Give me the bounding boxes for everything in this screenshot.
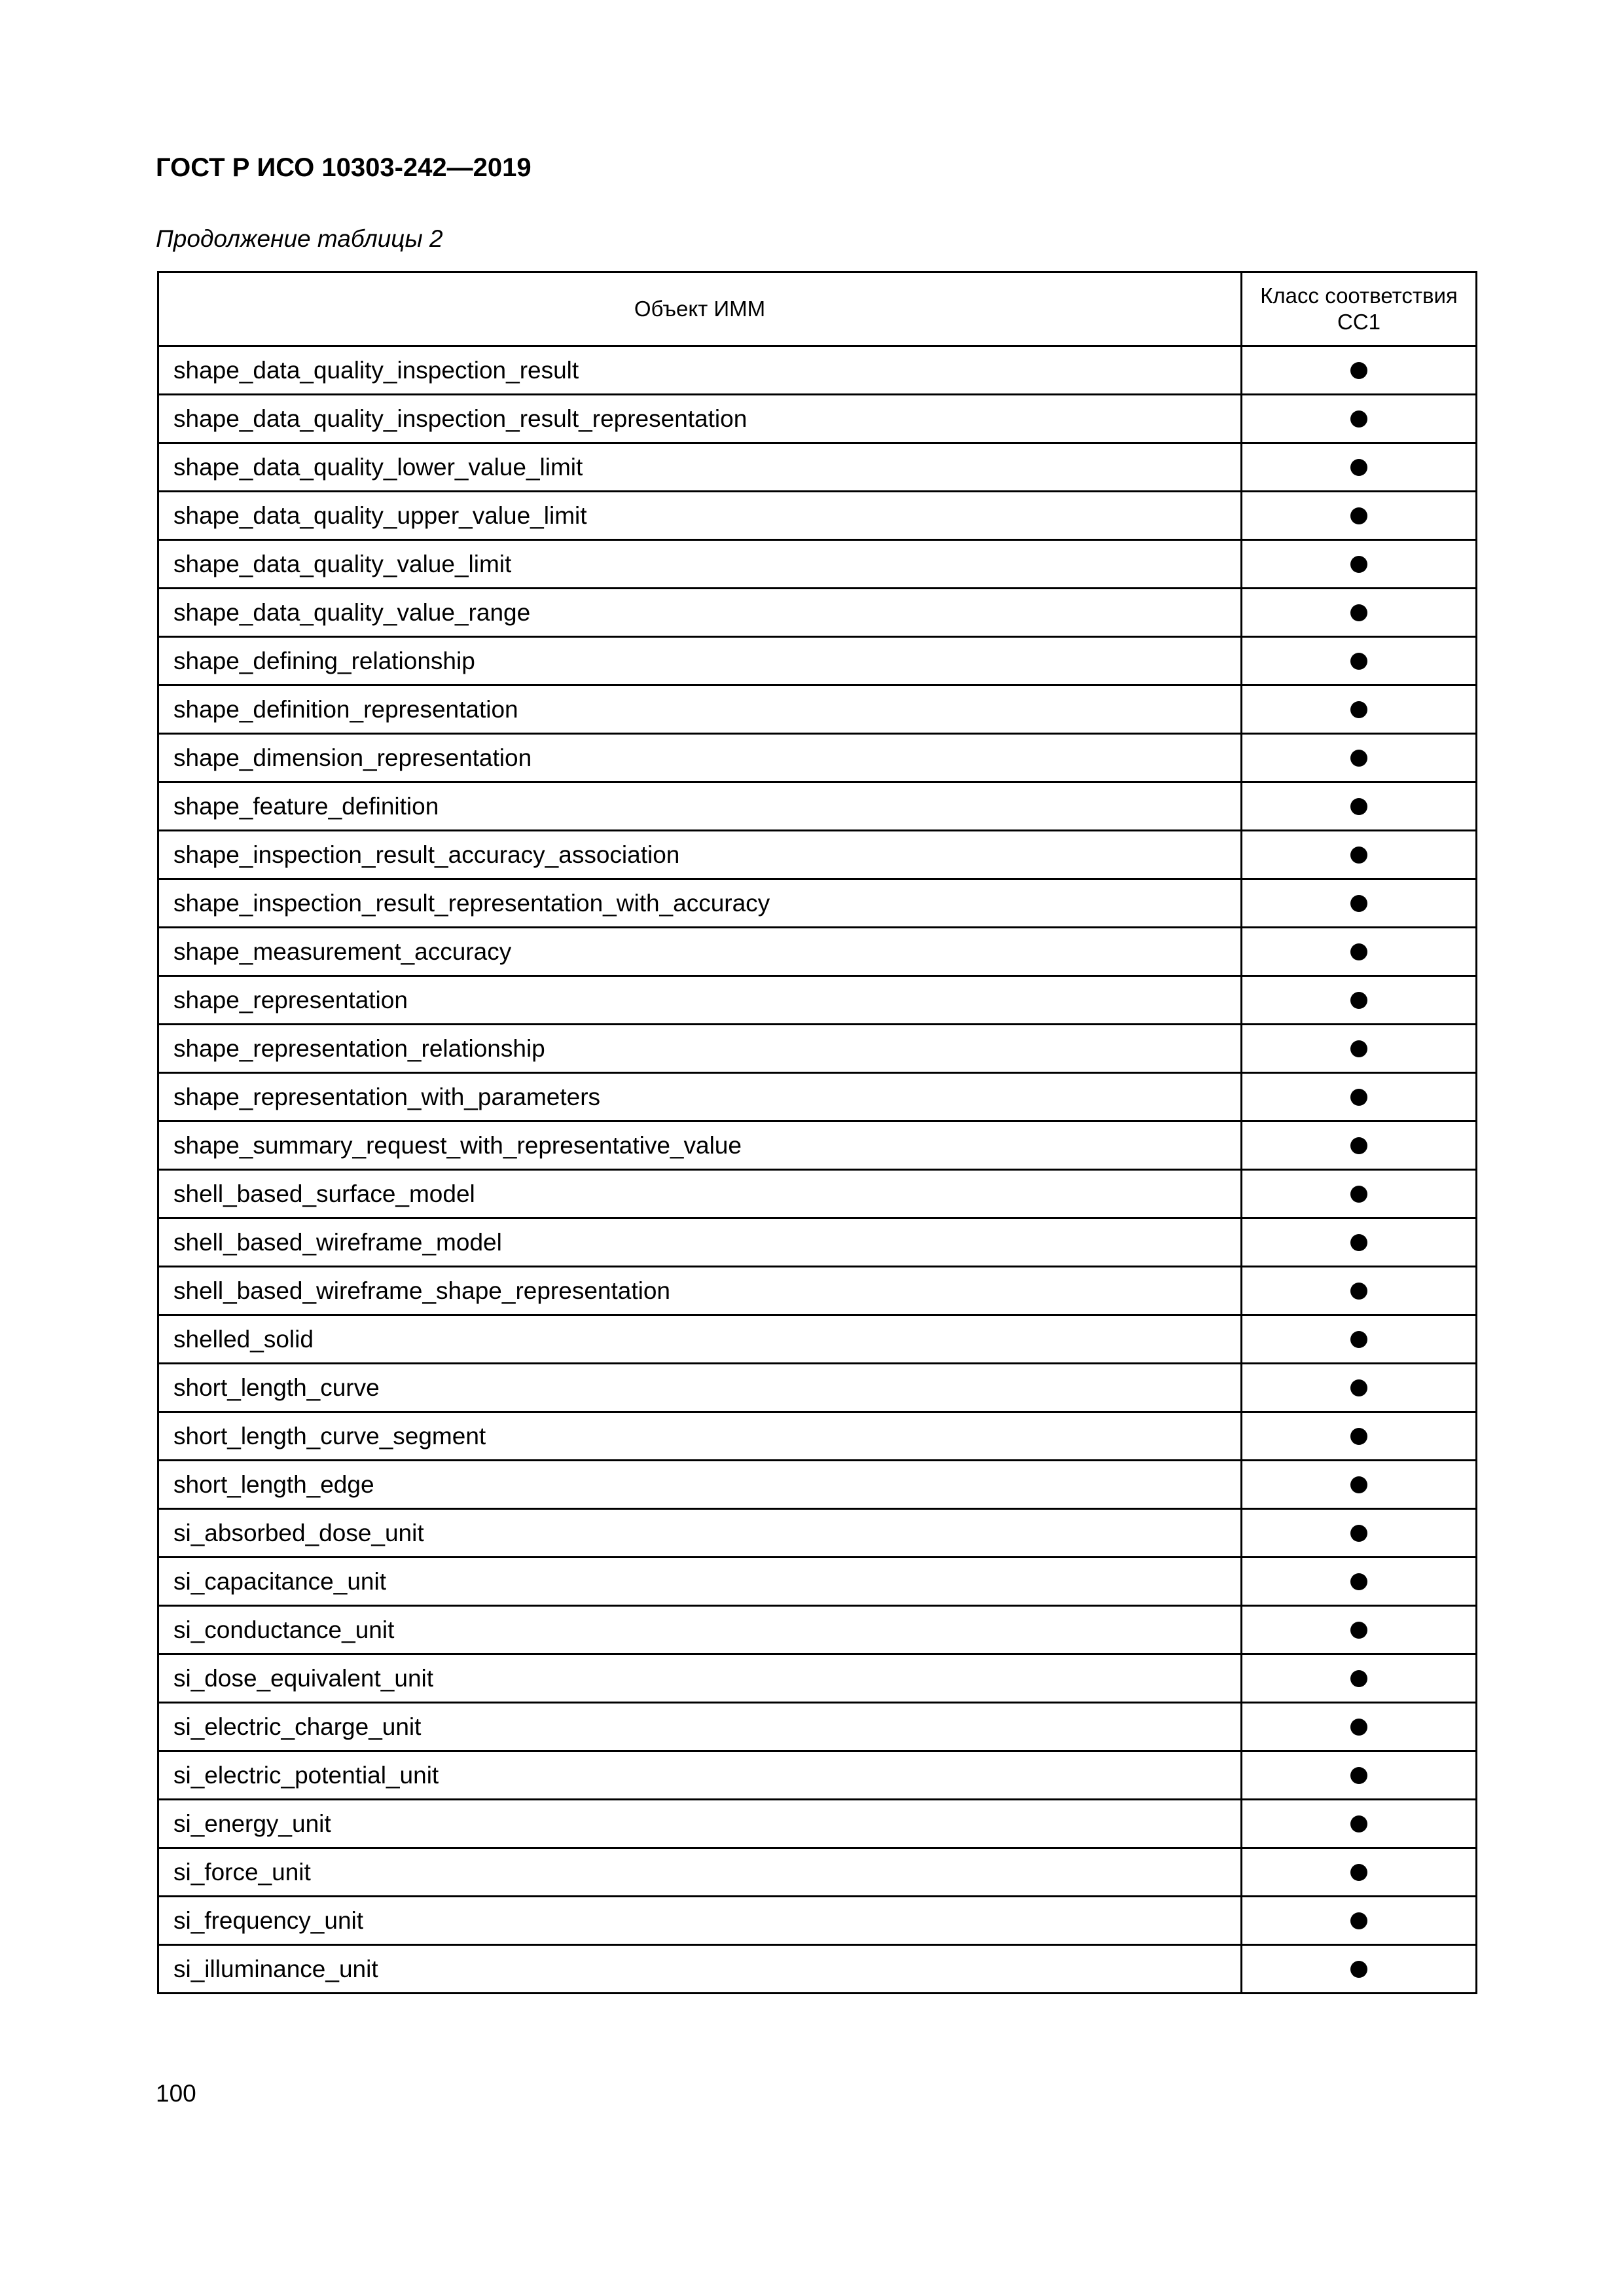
table-row	[158, 1364, 1477, 1412]
table-row	[158, 928, 1477, 976]
conformance-mark-cell	[1242, 1703, 1477, 1751]
object-name-cell: shape_data_quality_lower_value_limit	[158, 443, 1242, 492]
filled-circle-icon	[1350, 1864, 1367, 1881]
object-name-cell: short_length_curve_segment	[158, 1412, 1242, 1461]
filled-circle-icon	[1350, 653, 1367, 670]
conformance-mark-cell	[1242, 540, 1477, 589]
object-name-cell: si_electric_potential_unit	[158, 1751, 1242, 1800]
conformance-mark-cell	[1242, 928, 1477, 976]
table-row	[158, 1606, 1477, 1654]
filled-circle-icon	[1350, 507, 1367, 524]
table-row	[158, 1751, 1477, 1800]
table-row	[158, 1170, 1477, 1218]
conformance-mark-cell	[1242, 1558, 1477, 1606]
filled-circle-icon	[1350, 992, 1367, 1009]
conformance-mark-cell	[1242, 1848, 1477, 1897]
object-name-cell: shell_based_wireframe_shape_representation	[158, 1267, 1242, 1315]
object-name-cell: shape_defining_relationship	[158, 637, 1242, 685]
conformance-mark-cell	[1242, 685, 1477, 734]
table-row	[158, 1703, 1477, 1751]
document-code: ГОСТ Р ИСО 10303-242—2019	[156, 153, 532, 182]
object-name-cell: si_force_unit	[158, 1848, 1242, 1897]
conformance-mark-cell	[1242, 1945, 1477, 1994]
filled-circle-icon	[1350, 701, 1367, 718]
table-row	[158, 685, 1477, 734]
conformance-mark-cell	[1242, 831, 1477, 879]
filled-circle-icon	[1350, 1379, 1367, 1396]
conformance-mark-cell	[1242, 879, 1477, 928]
filled-circle-icon	[1350, 847, 1367, 864]
filled-circle-icon	[1350, 943, 1367, 960]
table-row	[158, 492, 1477, 540]
conformance-mark-cell	[1242, 734, 1477, 782]
object-name-cell: shell_based_surface_model	[158, 1170, 1242, 1218]
object-name-cell: shape_representation	[158, 976, 1242, 1025]
filled-circle-icon	[1350, 604, 1367, 621]
page-number: 100	[156, 2080, 196, 2107]
filled-circle-icon	[1350, 1815, 1367, 1832]
conformance-mark-cell	[1242, 1170, 1477, 1218]
table-header-row	[158, 272, 1477, 346]
conformance-mark-cell	[1242, 443, 1477, 492]
object-name-cell: shape_data_quality_upper_value_limit	[158, 492, 1242, 540]
table-row	[158, 879, 1477, 928]
object-name-cell: shape_data_quality_value_limit	[158, 540, 1242, 589]
filled-circle-icon	[1350, 1670, 1367, 1687]
object-name-cell: shelled_solid	[158, 1315, 1242, 1364]
filled-circle-icon	[1350, 1137, 1367, 1154]
object-name-cell: shape_definition_representation	[158, 685, 1242, 734]
object-name-cell: shape_inspection_result_representation_with_accuracy	[158, 879, 1242, 928]
table-row	[158, 1073, 1477, 1121]
table-row	[158, 1267, 1477, 1315]
filled-circle-icon	[1350, 1622, 1367, 1639]
table-row	[158, 1897, 1477, 1945]
table-row	[158, 734, 1477, 782]
object-name-cell: shape_representation_with_parameters	[158, 1073, 1242, 1121]
conformance-mark-cell	[1242, 589, 1477, 637]
filled-circle-icon	[1350, 1476, 1367, 1493]
object-name-cell: shape_measurement_accuracy	[158, 928, 1242, 976]
conformance-mark-cell	[1242, 346, 1477, 395]
conformance-mark-cell	[1242, 1267, 1477, 1315]
conformance-mark-cell	[1242, 1751, 1477, 1800]
object-name-cell: shape_dimension_representation	[158, 734, 1242, 782]
table-row	[158, 443, 1477, 492]
filled-circle-icon	[1350, 556, 1367, 573]
conformance-mark-cell	[1242, 1412, 1477, 1461]
conformance-mark-cell	[1242, 1218, 1477, 1267]
filled-circle-icon	[1350, 1573, 1367, 1590]
table-body	[158, 346, 1477, 1994]
object-name-cell: shape_inspection_result_accuracy_association	[158, 831, 1242, 879]
table-row	[158, 1654, 1477, 1703]
filled-circle-icon	[1350, 1767, 1367, 1784]
table-row	[158, 1800, 1477, 1848]
table-row	[158, 589, 1477, 637]
object-name-cell: shape_representation_relationship	[158, 1025, 1242, 1073]
conformance-mark-cell	[1242, 1364, 1477, 1412]
conformance-mark-cell	[1242, 637, 1477, 685]
object-name-cell: shape_summary_request_with_representative_value	[158, 1121, 1242, 1170]
object-name-cell: si_conductance_unit	[158, 1606, 1242, 1654]
object-name-cell: si_dose_equivalent_unit	[158, 1654, 1242, 1703]
object-name-cell: si_electric_charge_unit	[158, 1703, 1242, 1751]
filled-circle-icon	[1350, 1961, 1367, 1978]
conformance-mark-cell	[1242, 976, 1477, 1025]
object-name-cell: si_frequency_unit	[158, 1897, 1242, 1945]
object-name-cell: shape_data_quality_inspection_result	[158, 346, 1242, 395]
table-row	[158, 395, 1477, 443]
object-name-cell: shape_data_quality_value_range	[158, 589, 1242, 637]
object-name-cell: short_length_edge	[158, 1461, 1242, 1509]
object-name-cell: shape_feature_definition	[158, 782, 1242, 831]
conformance-mark-cell	[1242, 1654, 1477, 1703]
table-row	[158, 1218, 1477, 1267]
filled-circle-icon	[1350, 798, 1367, 815]
filled-circle-icon	[1350, 1719, 1367, 1736]
filled-circle-icon	[1350, 1912, 1367, 1929]
filled-circle-icon	[1350, 1186, 1367, 1203]
table-row	[158, 1461, 1477, 1509]
conformance-mark-cell	[1242, 1800, 1477, 1848]
filled-circle-icon	[1350, 895, 1367, 912]
table-row	[158, 782, 1477, 831]
filled-circle-icon	[1350, 1234, 1367, 1251]
conformance-mark-cell	[1242, 1025, 1477, 1073]
table-row	[158, 1945, 1477, 1994]
object-name-cell: shape_data_quality_inspection_result_representation	[158, 395, 1242, 443]
table-row	[158, 637, 1477, 685]
filled-circle-icon	[1350, 1040, 1367, 1057]
conformance-mark-cell	[1242, 782, 1477, 831]
table-row	[158, 1558, 1477, 1606]
filled-circle-icon	[1350, 362, 1367, 379]
column-header-conformance-class-label: Класс соответствия CC1	[1260, 283, 1458, 334]
filled-circle-icon	[1350, 410, 1367, 428]
object-name-cell: si_illuminance_unit	[158, 1945, 1242, 1994]
filled-circle-icon	[1350, 750, 1367, 767]
object-name-cell: si_capacitance_unit	[158, 1558, 1242, 1606]
table-row	[158, 976, 1477, 1025]
table-row	[158, 831, 1477, 879]
filled-circle-icon	[1350, 1283, 1367, 1300]
conformance-mark-cell	[1242, 395, 1477, 443]
conformance-mark-cell	[1242, 1461, 1477, 1509]
column-header-object: Объект ИММ	[158, 272, 1242, 346]
conformance-mark-cell	[1242, 1121, 1477, 1170]
table-row	[158, 1848, 1477, 1897]
filled-circle-icon	[1350, 459, 1367, 476]
table-row	[158, 540, 1477, 589]
conformance-table	[157, 271, 1477, 1994]
table-row	[158, 1412, 1477, 1461]
object-name-cell: shell_based_wireframe_model	[158, 1218, 1242, 1267]
conformance-mark-cell	[1242, 1073, 1477, 1121]
object-name-cell: si_absorbed_dose_unit	[158, 1509, 1242, 1558]
conformance-mark-cell	[1242, 1606, 1477, 1654]
filled-circle-icon	[1350, 1089, 1367, 1106]
table-row	[158, 1025, 1477, 1073]
table-row	[158, 1121, 1477, 1170]
conformance-mark-cell	[1242, 1509, 1477, 1558]
filled-circle-icon	[1350, 1428, 1367, 1445]
table-caption: Продолжение таблицы 2	[156, 225, 443, 252]
conformance-mark-cell	[1242, 1315, 1477, 1364]
object-name-cell: si_energy_unit	[158, 1800, 1242, 1848]
table-row	[158, 346, 1477, 395]
column-header-conformance-class	[1242, 272, 1477, 346]
table-row	[158, 1315, 1477, 1364]
conformance-mark-cell	[1242, 492, 1477, 540]
conformance-mark-cell	[1242, 1897, 1477, 1945]
filled-circle-icon	[1350, 1525, 1367, 1542]
filled-circle-icon	[1350, 1331, 1367, 1348]
table-row	[158, 1509, 1477, 1558]
object-name-cell: short_length_curve	[158, 1364, 1242, 1412]
